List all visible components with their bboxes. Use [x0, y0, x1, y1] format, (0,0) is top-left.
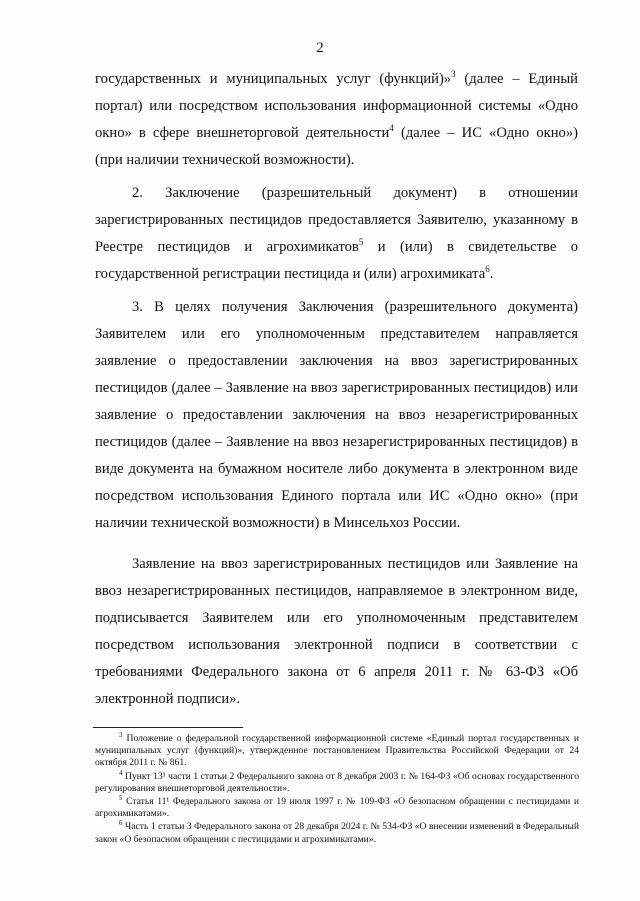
- footnote: [95, 768, 579, 795]
- footnote-reference: 6: [485, 264, 490, 275]
- footnote: [95, 730, 579, 770]
- footnote-mark: 3: [119, 730, 123, 739]
- paragraph-electronic-signature: [95, 551, 578, 713]
- paragraph-text: 2. Заключение (разрешительный документ) в отношении зарегистрированных пестицидов предоставляется Заявителю, указанному в Реестре пестицидов и агрохимикатов: [95, 185, 578, 255]
- paragraph-item-2: [95, 180, 578, 288]
- page-number: 2: [316, 40, 324, 56]
- footnote-reference: 3: [451, 69, 456, 80]
- footnote-reference: 4: [389, 123, 394, 134]
- footnote-text: Пункт 13¹ части 1 статьи 2 Федерального закона от 8 декабря 2003 г. № 164-ФЗ «Об основах государственного регулирования внешнеторговой деятельности».: [95, 770, 579, 794]
- footnote: [95, 821, 579, 845]
- footnote-text: Часть 1 статьи 3 Федерального закона от 28 декабря 2024 г. № 534-ФЗ «О внесении изменений в Федеральный закон «О безопасном обращении с пестицидами и агрохимикатами».: [95, 821, 579, 845]
- body-text: [95, 66, 578, 713]
- footnote-reference: 5: [358, 237, 364, 248]
- footnote: [95, 793, 579, 820]
- paragraph-text: и (или) в свидетельстве о государственной регистрации пестицида и (или) агрохимиката: [95, 239, 579, 282]
- paragraph-text: 3. В целях получения Заключения (разрешительного документа) Заявителем или его уполномоченным представителем направляется заявление о предоставлении заключения на ввоз зарегистрированных пестицидов (далее – Заявление на ввоз зарегистрированных пестицидов) или заявление о предоставлении заключения на ввоз незарегистрированных пестицидов (далее – Заявление на ввоз незарегистрированных пестицидов) в виде документа на бумажном носителе либо документа в электронном виде посредством использования Единого портала или ИС «Одно окно» (при наличии технической возможности) в Минсельхоз России.: [95, 299, 578, 531]
- footnote-text: Положение о федеральной государственной информационной системе «Единый портал государственных и муниципальных услуг (функций)», утвержденное постановлением Правительства Российской Федерации от 24 октября 2011 г. № 861.: [95, 733, 579, 769]
- paragraph-text: (далее – ИС «Одно окно») (при наличии технической возможности).: [95, 125, 578, 168]
- footnote-separator: [93, 727, 243, 728]
- paragraph-continuation: [95, 66, 578, 174]
- paragraph-text: государственных и муниципальных услуг (функций)»: [95, 71, 452, 87]
- paragraph-text: (далее – Единый портал) или посредством использования информационной системы «Одно окно» в сфере внешнеторговой деятельности: [95, 71, 578, 141]
- paragraph-text: Заявление на ввоз зарегистрированных пестицидов или Заявление на ввоз незарегистрированных пестицидов, направляемое в электронном виде, подписывается Заявителем или его уполномоченным представителем посредством использования электронной подписи в соответствии с требованиями Федерального закона от 6 апреля 2011 г. № 63-ФЗ «Об электронной подписи».: [95, 556, 578, 707]
- paragraph-text: .: [489, 266, 494, 282]
- footnote-mark: 6: [119, 819, 123, 828]
- footnote-text: Статья 11¹ Федерального закона от 19 июля 1997 г. № 109-ФЗ «О безопасном обращении с пестицидами и агрохимикатами».: [95, 796, 579, 820]
- footnote-mark: 5: [119, 793, 123, 802]
- footnote-mark: 4: [119, 768, 123, 777]
- paragraph-item-3: [95, 294, 578, 537]
- footnotes: [95, 730, 579, 846]
